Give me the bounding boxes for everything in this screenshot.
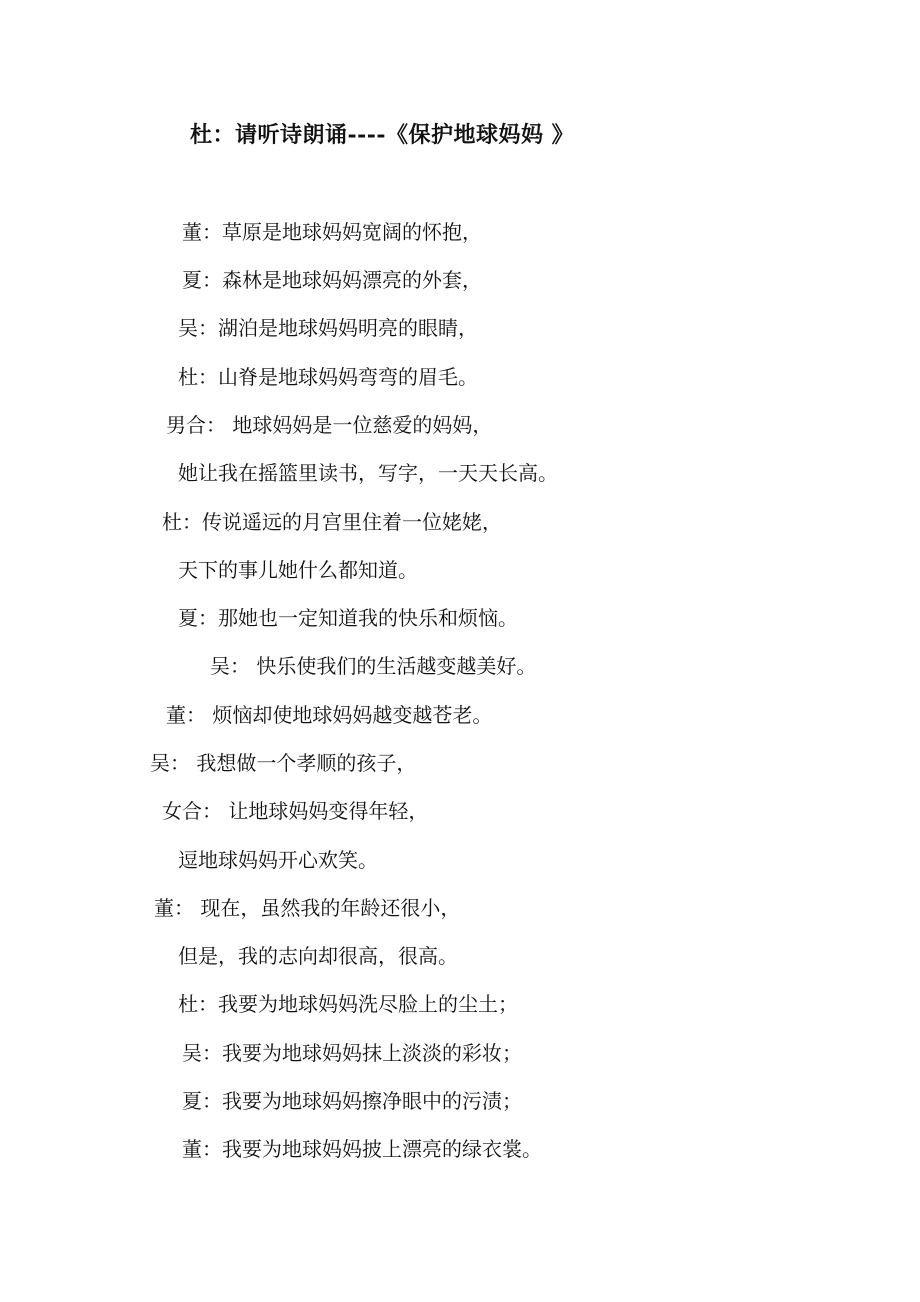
poem-line: 董： 现在，虽然我的年龄还很小， [154,896,461,920]
poem-line: 夏：森林是地球妈妈漂亮的外套， [182,268,482,292]
poem-line: 吴： 快乐使我们的生活越变越美好。 [210,654,537,678]
poem-line: 她让我在摇篮里读书，写字，一天天长高。 [178,461,558,485]
poem-line: 逗地球妈妈开心欢笑。 [178,848,378,872]
poem-line: 吴： 我想做一个孝顺的孩子， [150,751,417,775]
poem-line: 但是，我的志向却很高，很高。 [178,944,458,968]
poem-line: 杜：山脊是地球妈妈弯弯的眉毛。 [178,365,478,389]
poem-line: 吴：我要为地球妈妈抹上淡淡的彩妆； [182,1041,522,1065]
poem-line: 天下的事儿她什么都知道。 [178,558,418,582]
poem-line: 董：我要为地球妈妈披上漂亮的绿衣裳。 [182,1137,542,1161]
poem-line: 杜：我要为地球妈妈洗尽脸上的尘土； [178,992,518,1016]
poem-line: 杜：传说遥远的月宫里住着一位姥姥， [162,510,502,534]
poem-line: 夏：那她也一定知道我的快乐和烦恼。 [178,606,518,630]
poem-line: 男合： 地球妈妈是一位慈爱的妈妈， [166,413,493,437]
poem-line: 女合： 让地球妈妈变得年轻， [162,799,429,823]
poem-line: 董：草原是地球妈妈宽阔的怀抱， [182,220,482,244]
poem-line: 董： 烦恼却使地球妈妈越变越苍老。 [166,703,493,727]
poem-line: 吴：湖泊是地球妈妈明亮的眼睛， [178,316,478,340]
poem-title: 杜：请听诗朗诵----《保护地球妈妈 》 [190,122,575,148]
poem-line: 夏：我要为地球妈妈擦净眼中的污渍； [182,1089,522,1113]
